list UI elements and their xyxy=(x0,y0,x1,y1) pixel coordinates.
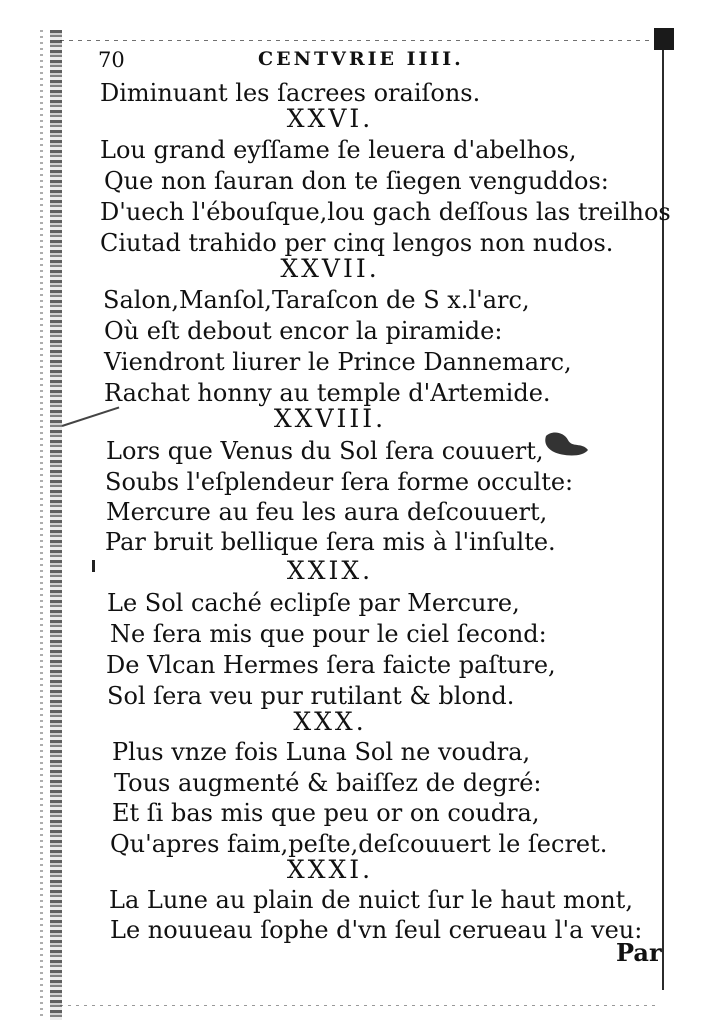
ink-smudge xyxy=(542,430,592,460)
pen-stroke-mark xyxy=(62,407,120,427)
verse-line: Où eſt debout encor la piramide: xyxy=(104,317,503,345)
verse-line: Lou grand eyſſame ſe leuera d'abelhos, xyxy=(100,136,577,164)
verse-line: Plus vnze fois Luna Sol ne voudra, xyxy=(112,738,531,766)
margin-tick-mark xyxy=(92,560,95,572)
verse-line: Salon,Manſol,Taraſcon de S x.l'arc, xyxy=(103,286,530,314)
quatrain-number: XXIX. xyxy=(286,556,374,585)
verse-line: Ciutad trahido per cinq lengos non nudos. xyxy=(100,229,614,257)
page-number: 70 xyxy=(98,48,125,72)
verse-line: Sol ſera veu pur rutilant & blond. xyxy=(107,682,515,710)
verse-line: La Lune au plain de nuict ſur le haut mont, xyxy=(109,886,633,914)
verse-line: Qu'apres faim,peſte,deſcouuert le ſecret. xyxy=(110,830,608,858)
page-tab-marker xyxy=(654,28,674,50)
running-head: CENTVRIE IIII. xyxy=(258,48,464,70)
verse-line: Viendront liurer le Prince Dannemarc, xyxy=(104,348,572,376)
top-border-rule xyxy=(60,40,665,41)
verse-line: Lors que Venus du Sol ſera couuert, xyxy=(106,437,544,465)
verse-line: De Vlcan Hermes ſera faicte paſture, xyxy=(106,651,556,679)
bottom-border-rule xyxy=(60,1005,660,1006)
verse-line: Le nouueau ſophe d'vn ſeul cerueau l'a veu: xyxy=(110,916,643,944)
verse-line: Ne ſera mis que pour le ciel ſecond: xyxy=(110,620,547,648)
quatrain-number: XXXI. xyxy=(286,855,374,884)
verse-line: Tous augmenté & baiſſez de degré: xyxy=(114,769,542,797)
verse-line: Soubs l'eſplendeur ſera forme occulte: xyxy=(105,468,574,496)
verse-line: Par bruit bellique ſera mis à l'inſulte. xyxy=(105,528,556,556)
right-border-rule xyxy=(662,40,664,990)
page-gutter-shadow xyxy=(40,30,43,1020)
verse-line: Mercure au feu les aura deſcouuert, xyxy=(106,498,548,526)
quatrain-number: XXVI. xyxy=(286,104,374,133)
quatrain-number: XXVIII. xyxy=(273,404,387,433)
verse-line: Le Sol caché eclipſe par Mercure, xyxy=(107,589,520,617)
verse-line: D'uech l'ébouſque,lou gach deſſous las treilhos xyxy=(100,198,671,226)
verse-line: Et ſi bas mis que peu or on coudra, xyxy=(112,799,540,827)
page-gutter-edge xyxy=(50,30,62,1020)
catchword: Par xyxy=(616,938,662,967)
quatrain-number: XXX. xyxy=(293,707,367,736)
quatrain-number: XXVII. xyxy=(280,254,380,283)
verse-line: Que non ſauran don te ſiegen venguddos: xyxy=(104,167,609,195)
verse-line: Diminuant les ſacrees oraiſons. xyxy=(100,79,481,107)
page-header xyxy=(98,48,518,74)
verse-line: Rachat honny au temple d'Artemide. xyxy=(104,379,551,407)
